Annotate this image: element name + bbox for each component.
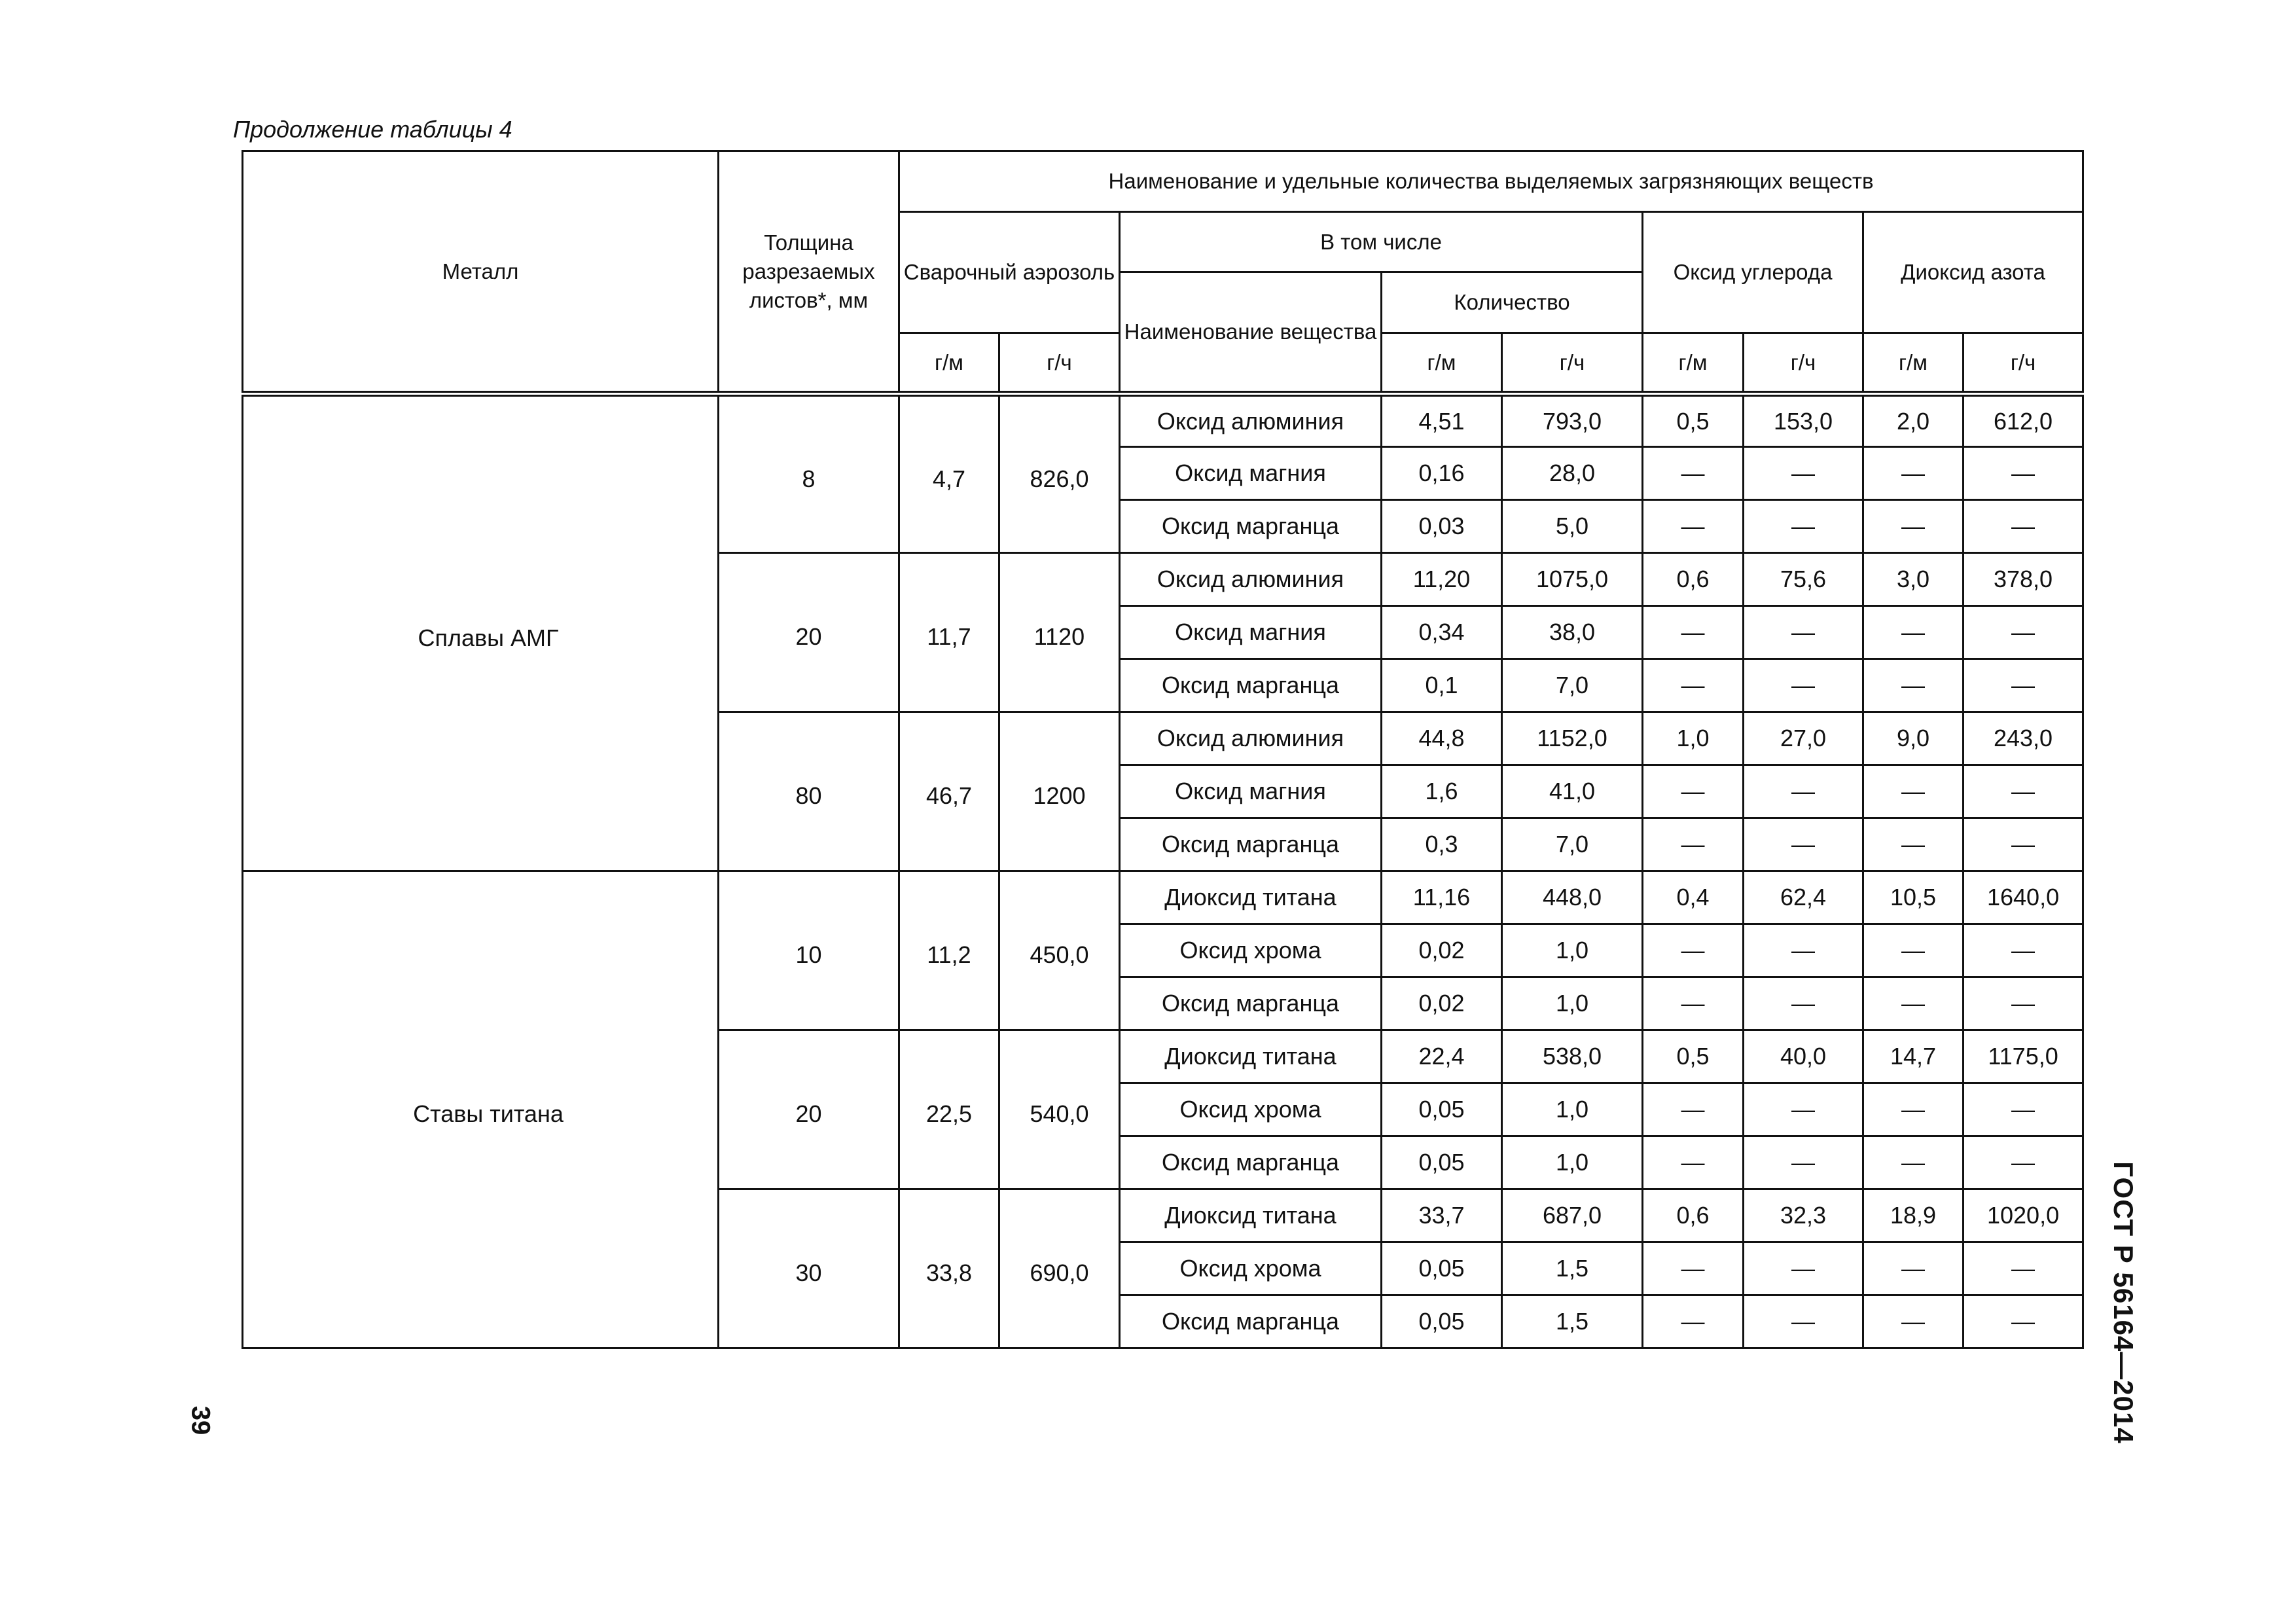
qty-gm-cell: 0,16 [1382, 447, 1502, 500]
header-substance-name: Наименование вещества [1120, 272, 1382, 394]
co-gm-cell: 0,5 [1643, 394, 1744, 447]
co-gm-cell: 1,0 [1643, 712, 1744, 765]
co-gm-cell: — [1643, 1242, 1744, 1295]
no2-gh-cell: — [1964, 606, 2083, 659]
aerosol-gh-cell: 826,0 [999, 394, 1120, 553]
no2-gm-cell: — [1863, 659, 1964, 712]
no2-gm-cell: 3,0 [1863, 553, 1964, 606]
substance-cell: Диоксид титана [1120, 1189, 1382, 1242]
thickness-cell: 20 [719, 1030, 899, 1189]
header-quantity: Количество [1382, 272, 1643, 333]
header-aerosol-gh: г/ч [999, 333, 1120, 394]
substance-cell: Оксид алюминия [1120, 712, 1382, 765]
co-gh-cell: 62,4 [1744, 871, 1863, 924]
qty-gh-cell: 1,0 [1502, 977, 1643, 1030]
no2-gh-cell: — [1964, 1083, 2083, 1136]
table-header [243, 151, 2083, 394]
header-co-gm: г/м [1643, 333, 1744, 394]
header-nitrogen-dioxide: Диоксид азота [1863, 212, 2083, 333]
substance-cell: Оксид марганца [1120, 1295, 1382, 1348]
co-gm-cell: — [1643, 1295, 1744, 1348]
header-group-title: Наименование и удельные количества выделяемых загрязняющих веществ [899, 151, 2083, 212]
qty-gm-cell: 0,02 [1382, 977, 1502, 1030]
qty-gh-cell: 28,0 [1502, 447, 1643, 500]
qty-gm-cell: 0,05 [1382, 1136, 1502, 1189]
qty-gh-cell: 1,5 [1502, 1242, 1643, 1295]
aerosol-gm-cell: 11,7 [899, 553, 999, 712]
no2-gh-cell: — [1964, 447, 2083, 500]
substance-cell: Оксид хрома [1120, 1083, 1382, 1136]
substance-cell: Оксид алюминия [1120, 394, 1382, 447]
co-gh-cell: — [1744, 1083, 1863, 1136]
substance-cell: Оксид марганца [1120, 1136, 1382, 1189]
no2-gm-cell: — [1863, 447, 1964, 500]
co-gm-cell: 0,6 [1643, 1189, 1744, 1242]
co-gh-cell: 40,0 [1744, 1030, 1863, 1083]
table-caption: Продолжение таблицы 4 [233, 116, 512, 143]
qty-gh-cell: 1152,0 [1502, 712, 1643, 765]
co-gh-cell: — [1744, 659, 1863, 712]
co-gh-cell: — [1744, 765, 1863, 818]
co-gm-cell: — [1643, 1136, 1744, 1189]
page-number-text: 39 [186, 1405, 215, 1435]
co-gm-cell: — [1643, 447, 1744, 500]
no2-gh-cell: — [1964, 1242, 2083, 1295]
qty-gm-cell: 1,6 [1382, 765, 1502, 818]
no2-gh-cell: 1640,0 [1964, 871, 2083, 924]
header-thickness: Толщина разрезаемых листов*, мм [719, 151, 899, 394]
no2-gh-cell: — [1964, 818, 2083, 871]
aerosol-gm-cell: 11,2 [899, 871, 999, 1030]
co-gm-cell: 0,4 [1643, 871, 1744, 924]
qty-gm-cell: 0,1 [1382, 659, 1502, 712]
aerosol-gm-cell: 33,8 [899, 1189, 999, 1348]
thickness-cell: 10 [719, 871, 899, 1030]
substance-cell: Диоксид титана [1120, 1030, 1382, 1083]
no2-gh-cell: — [1964, 1136, 2083, 1189]
thickness-cell: 30 [719, 1189, 899, 1348]
qty-gh-cell: 7,0 [1502, 659, 1643, 712]
no2-gh-cell: 243,0 [1964, 712, 2083, 765]
substance-cell: Оксид хрома [1120, 924, 1382, 977]
co-gm-cell: — [1643, 606, 1744, 659]
co-gm-cell: — [1643, 659, 1744, 712]
co-gh-cell: 75,6 [1744, 553, 1863, 606]
substance-cell: Оксид магния [1120, 447, 1382, 500]
aerosol-gm-cell: 22,5 [899, 1030, 999, 1189]
table-row [243, 871, 2083, 924]
co-gh-cell: 153,0 [1744, 394, 1863, 447]
no2-gh-cell: — [1964, 765, 2083, 818]
aerosol-gh-cell: 690,0 [999, 1189, 1120, 1348]
header-aerosol-gm: г/м [899, 333, 999, 394]
co-gh-cell: — [1744, 924, 1863, 977]
qty-gm-cell: 11,20 [1382, 553, 1502, 606]
qty-gh-cell: 7,0 [1502, 818, 1643, 871]
no2-gm-cell: — [1863, 818, 1964, 871]
no2-gm-cell: 9,0 [1863, 712, 1964, 765]
qty-gh-cell: 448,0 [1502, 871, 1643, 924]
no2-gm-cell: 2,0 [1863, 394, 1964, 447]
aerosol-gh-cell: 1200 [999, 712, 1120, 871]
no2-gh-cell: — [1964, 1295, 2083, 1348]
header-quantity-gh: г/ч [1502, 333, 1643, 394]
header-quantity-gm: г/м [1382, 333, 1502, 394]
no2-gh-cell: 1175,0 [1964, 1030, 2083, 1083]
metal-cell: Сплавы АМГ [243, 394, 719, 871]
qty-gm-cell: 0,05 [1382, 1083, 1502, 1136]
header-aerosol: Сварочный аэрозоль [899, 212, 1120, 333]
qty-gh-cell: 1075,0 [1502, 553, 1643, 606]
standard-code: ГОСТ Р 56164—2014 [2108, 1161, 2139, 1444]
document-standard-label [2096, 1152, 2151, 1453]
qty-gm-cell: 0,3 [1382, 818, 1502, 871]
no2-gm-cell: — [1863, 606, 1964, 659]
co-gh-cell: 32,3 [1744, 1189, 1863, 1242]
header-carbon-oxide: Оксид углерода [1643, 212, 1863, 333]
co-gm-cell: — [1643, 765, 1744, 818]
aerosol-gm-cell: 4,7 [899, 394, 999, 553]
no2-gm-cell: 10,5 [1863, 871, 1964, 924]
no2-gm-cell: — [1863, 977, 1964, 1030]
co-gm-cell: — [1643, 977, 1744, 1030]
substance-cell: Оксид марганца [1120, 500, 1382, 553]
header-metal: Металл [243, 151, 719, 394]
qty-gm-cell: 11,16 [1382, 871, 1502, 924]
page-number [181, 1401, 220, 1440]
qty-gh-cell: 687,0 [1502, 1189, 1643, 1242]
no2-gh-cell: 612,0 [1964, 394, 2083, 447]
substance-cell: Оксид алюминия [1120, 553, 1382, 606]
no2-gh-cell: 1020,0 [1964, 1189, 2083, 1242]
substance-cell: Оксид хрома [1120, 1242, 1382, 1295]
qty-gm-cell: 4,51 [1382, 394, 1502, 447]
qty-gh-cell: 5,0 [1502, 500, 1643, 553]
substance-cell: Оксид магния [1120, 765, 1382, 818]
header-co-gh: г/ч [1744, 333, 1863, 394]
co-gh-cell: — [1744, 1242, 1863, 1295]
header-no2-gm: г/м [1863, 333, 1964, 394]
qty-gm-cell: 44,8 [1382, 712, 1502, 765]
co-gh-cell: — [1744, 606, 1863, 659]
qty-gm-cell: 0,05 [1382, 1295, 1502, 1348]
no2-gh-cell: — [1964, 924, 2083, 977]
qty-gm-cell: 0,02 [1382, 924, 1502, 977]
aerosol-gh-cell: 450,0 [999, 871, 1120, 1030]
co-gm-cell: — [1643, 924, 1744, 977]
header-including: В том числе [1120, 212, 1643, 272]
co-gh-cell: — [1744, 818, 1863, 871]
qty-gh-cell: 41,0 [1502, 765, 1643, 818]
substance-cell: Оксид марганца [1120, 659, 1382, 712]
qty-gm-cell: 22,4 [1382, 1030, 1502, 1083]
qty-gm-cell: 0,34 [1382, 606, 1502, 659]
aerosol-gm-cell: 46,7 [899, 712, 999, 871]
qty-gh-cell: 1,0 [1502, 924, 1643, 977]
thickness-cell: 80 [719, 712, 899, 871]
no2-gm-cell: — [1863, 500, 1964, 553]
aerosol-gh-cell: 540,0 [999, 1030, 1120, 1189]
no2-gm-cell: 18,9 [1863, 1189, 1964, 1242]
co-gm-cell: 0,6 [1643, 553, 1744, 606]
co-gh-cell: — [1744, 977, 1863, 1030]
qty-gh-cell: 1,5 [1502, 1295, 1643, 1348]
thickness-cell: 20 [719, 553, 899, 712]
qty-gh-cell: 1,0 [1502, 1136, 1643, 1189]
qty-gh-cell: 538,0 [1502, 1030, 1643, 1083]
substance-cell: Оксид марганца [1120, 818, 1382, 871]
no2-gm-cell: — [1863, 1083, 1964, 1136]
co-gm-cell: — [1643, 1083, 1744, 1136]
no2-gm-cell: — [1863, 924, 1964, 977]
substance-cell: Диоксид титана [1120, 871, 1382, 924]
co-gh-cell: — [1744, 447, 1863, 500]
metal-cell: Ставы титана [243, 871, 719, 1348]
co-gh-cell: — [1744, 500, 1863, 553]
qty-gh-cell: 38,0 [1502, 606, 1643, 659]
qty-gm-cell: 33,7 [1382, 1189, 1502, 1242]
no2-gm-cell: 14,7 [1863, 1030, 1964, 1083]
thickness-cell: 8 [719, 394, 899, 553]
qty-gm-cell: 0,05 [1382, 1242, 1502, 1295]
no2-gm-cell: — [1863, 1295, 1964, 1348]
co-gh-cell: — [1744, 1295, 1863, 1348]
qty-gh-cell: 793,0 [1502, 394, 1643, 447]
no2-gm-cell: — [1863, 765, 1964, 818]
pollutant-table [242, 150, 2084, 1349]
no2-gh-cell: — [1964, 659, 2083, 712]
substance-cell: Оксид магния [1120, 606, 1382, 659]
no2-gh-cell: 378,0 [1964, 553, 2083, 606]
no2-gh-cell: — [1964, 500, 2083, 553]
header-no2-gh: г/ч [1964, 333, 2083, 394]
table-body [243, 394, 2083, 1348]
substance-cell: Оксид марганца [1120, 977, 1382, 1030]
no2-gh-cell: — [1964, 977, 2083, 1030]
co-gm-cell: — [1643, 500, 1744, 553]
table-row [243, 394, 2083, 447]
co-gm-cell: 0,5 [1643, 1030, 1744, 1083]
qty-gm-cell: 0,03 [1382, 500, 1502, 553]
no2-gm-cell: — [1863, 1242, 1964, 1295]
qty-gh-cell: 1,0 [1502, 1083, 1643, 1136]
no2-gm-cell: — [1863, 1136, 1964, 1189]
aerosol-gh-cell: 1120 [999, 553, 1120, 712]
co-gm-cell: — [1643, 818, 1744, 871]
co-gh-cell: — [1744, 1136, 1863, 1189]
co-gh-cell: 27,0 [1744, 712, 1863, 765]
